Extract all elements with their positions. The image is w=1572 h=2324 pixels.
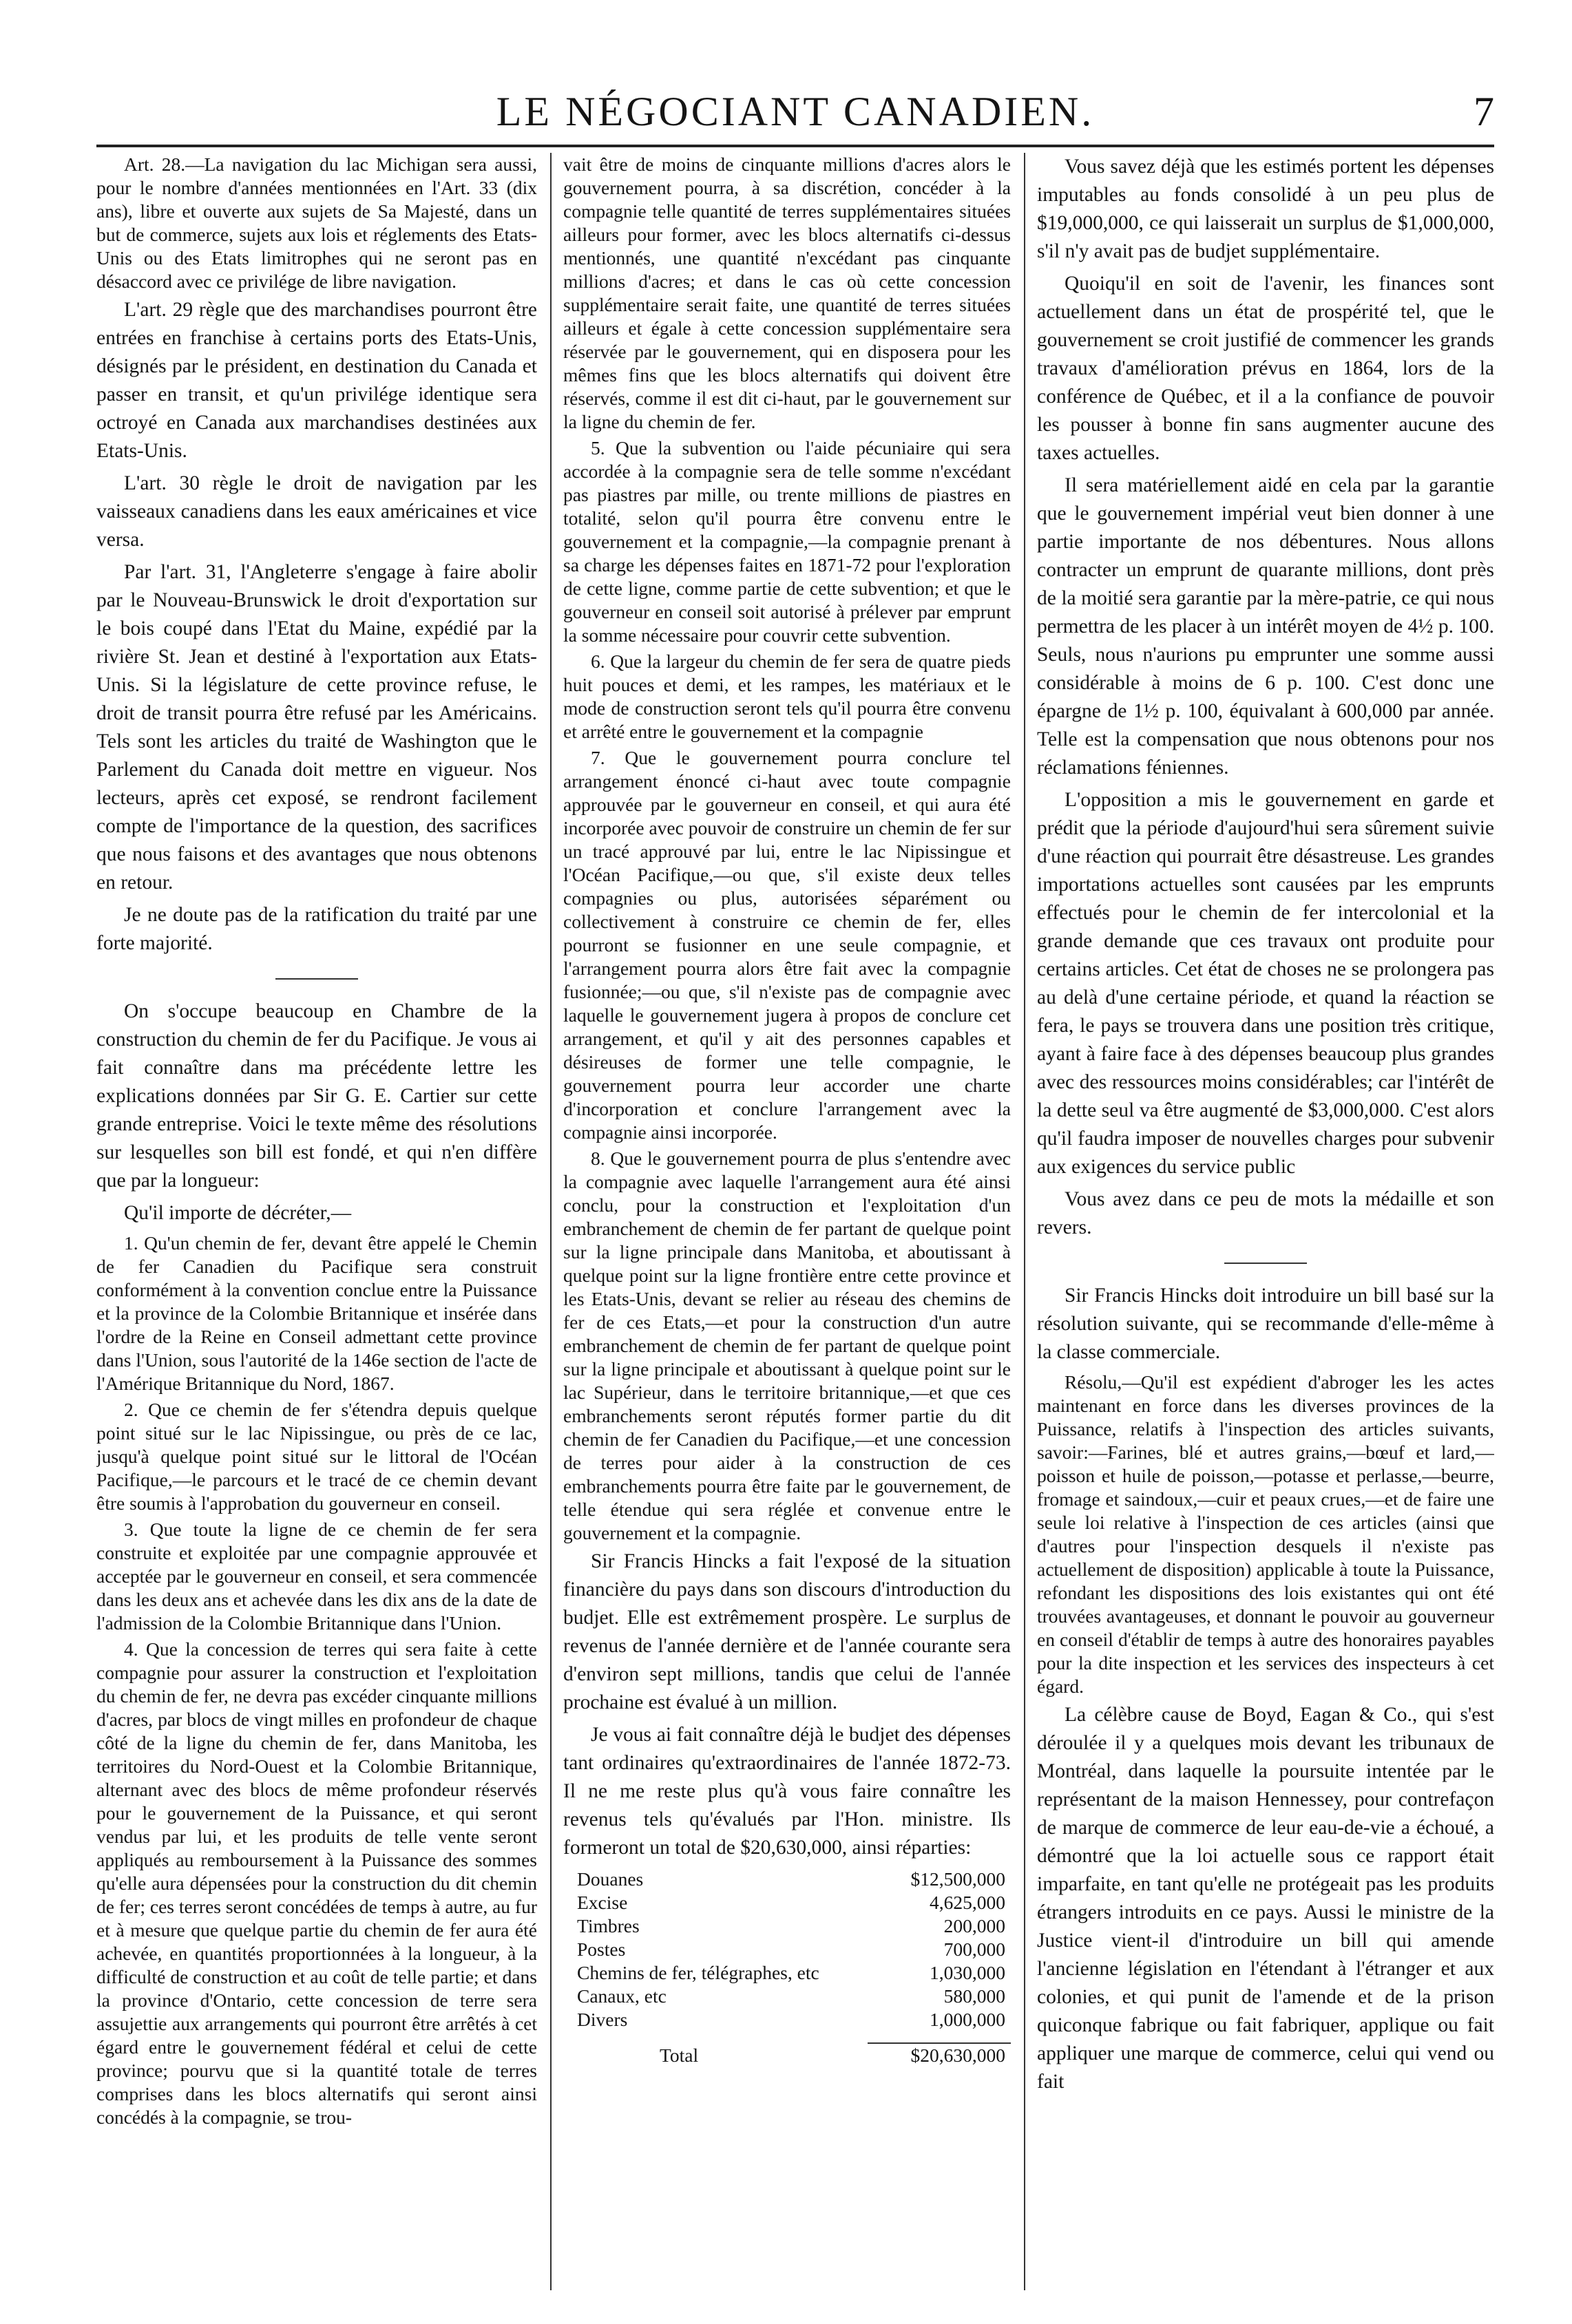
paragraph: 1. Qu'un chemin de fer, devant être appelé le Chemin de fer Canadien du Pacifique sera construit conformément à la convention conclue entre la Puissance et la province de la Colombie Britannique et insérée dans l'ordre de la Reine en Conseil admettant cette province dans l'Union, sous l'autorité de la 146e section de l'acte de l'Amérique Britannique du Nord, 1867. — [96, 1232, 537, 1394]
section-separator — [1224, 1263, 1307, 1264]
page-number: 7 — [1474, 89, 1494, 134]
column-divider — [550, 153, 552, 2290]
table-row — [563, 1891, 1011, 1914]
paragraph: On s'occupe beaucoup en Chambre de la construction du chemin de fer du Pacifique. Je vous ai fait connaître dans ma précédente lettre les explications données par Sir G. E. Cartier sur cette grande entreprise. Voici le texte même des résolutions sur lesquelles son bill est fondé, et qui n'en diffère que par la longueur: — [96, 1000, 537, 1192]
table-row — [563, 2008, 1011, 2031]
paragraph: 4. Que la concession de terres qui sera faite à cette compagnie pour assurer la construction et l'exploitation du chemin de fer, ne devra pas excéder cinquante millions d'acres, par blocs de vingt milles en profondeur de chaque côté de la ligne du chemin de fer, dans Manitoba, les territoires du Nord-Ouest et la Colombie Britannique, alternant avec des blocs de même profondeur réservés pour le gouvernement de la Puissance, et qui seront vendus par lui, et les produits de telle vente seront appliqués au remboursement à la Puissance des sommes qu'elle aura dépensées pour la construction du dit chemin de fer; ces terres seront concédées de temps à autre, au fur et à mesure que quelque partie du chemin de fer aura été achevée, en quantités proportionnées à la longueur, à la difficulté de construction et au coût de telle partie; et dans la province d'Ontario, cette concession de terre sera assujettie aux arrangements qui pourront être arrêtés à cet égard entre le gouvernement fédéral et celui de cette province; pourvu que si la quantité totale de terres comprises dans les blocs alternatifs qui seront ainsi concédés à la compagnie, se trou- — [96, 1638, 537, 2128]
section-separator — [275, 978, 358, 980]
table-total-row — [563, 2044, 1011, 2067]
table-value: 4,625,000 — [930, 1892, 1005, 1913]
paragraph: L'art. 30 règle le droit de navigation par les vaisseaux canadiens dans les eaux américaines et vice versa. — [96, 472, 537, 551]
total-label: Total — [660, 2045, 699, 2066]
column-right — [1037, 153, 1494, 2290]
table-row — [563, 1961, 1011, 1985]
paragraph: Je ne doute pas de la ratification du traité par une forte majorité. — [96, 904, 537, 954]
table-value: 580,000 — [943, 1985, 1005, 2007]
column-divider — [1024, 153, 1025, 2290]
paragraph: La célèbre cause de Boyd, Eagan & Co., qui s'est déroulée il y a quelques mois devant les tribunaux de Montréal, dans laquelle la poursuite intentée par le représentant de la maison Hennessey, pour contrefaçon de marque de commerce de leur eau-de-vie a échoué, a démontré que la loi actuelle sous ce rapport était imparfaite, en tant qu'elle ne protégeait pas les produits étrangers introduits en ce pays. Aussi le ministre de la Justice vient-il d'introduire un bill qui amende l'ancienne législation en l'étendant à l'étranger et aux colonies, et qui punit de l'amende et de la prison quiconque fabrique ou fait fabriquer, applique ou fait appliquer une marque de commerce, celui qui vend ou fait — [1037, 1704, 1494, 2093]
paragraph: Vous avez dans ce peu de mots la médaille et son revers. — [1037, 1188, 1494, 1238]
column-middle — [563, 153, 1011, 2290]
table-label: Douanes — [577, 1868, 644, 1890]
paragraph: Je vous ai fait connaître déjà le budjet des dépenses tant ordinaires qu'extraordinaires de l'année 1872-73. Il ne me reste plus qu'à vous faire connaître les revenus tels qu'évalués par l'Hon. ministre. Ils formeront un total de $20,630,000, ainsi réparties: — [563, 1724, 1011, 1859]
header-rule — [96, 145, 1494, 147]
masthead — [96, 88, 1494, 143]
table-value: 1,030,000 — [930, 1962, 1005, 1983]
column-left — [96, 153, 537, 2290]
paragraph: 3. Que toute la ligne de ce chemin de fer sera construite et exploitée par une compagnie approuvée et acceptée par le gouverneur en conseil, et sera commencée dans les deux ans et achevée dans les dix ans de la date de l'admission de la Colombie Britannique dans l'Union. — [96, 1519, 537, 1634]
table-label: Chemins de fer, télégraphes, etc — [577, 1962, 819, 1983]
table-row — [563, 1868, 1011, 1891]
table-label: Postes — [577, 1939, 626, 1960]
paragraph: 2. Que ce chemin de fer s'étendra depuis quelque point situé sur le lac Nipissingue, ou près de ce lac, jusqu'à quelque point situé sur le littoral de l'Océan Pacifique,—le parcours et le tracé de ce chemin devant être soumis à l'approbation du gouverneur en conseil. — [96, 1399, 537, 1514]
paragraph: Qu'il importe de décréter,— — [124, 1202, 352, 1224]
table-row — [563, 1914, 1011, 1938]
revenue-table — [563, 1868, 1011, 2067]
paragraph: 6. Que la largeur du chemin de fer sera de quatre pieds huit pouces et demi, et les rampes, les matériaux et le mode de construction seront tels qu'il pourra être convenu et arrêté entre le gouvernement et la compagnie — [563, 651, 1011, 742]
paragraph: 5. Que la subvention ou l'aide pécuniaire qui sera accordée à la compagnie sera de telle somme n'excédant pas piastres par mille, ou trente millions de piastres en totalité, selon qu'il pourra être convenu entre le gouvernement et la compagnie,—la compagnie prenant à sa charge les dépenses faites en 1871-72 pour l'exploration de cette ligne, comme partie de cette subvention; et que le gouverneur en conseil soit autorisé à prélever par emprunt la somme nécessaire pour couvrir cette subvention. — [563, 437, 1011, 646]
table-value: 1,000,000 — [930, 2009, 1005, 2030]
paragraph: Art. 28.—La navigation du lac Michigan sera aussi, pour le nombre d'années mentionnées en l'Art. 33 (dix ans), libre et ouverte aux sujets de Sa Majesté, dans un but de commerce, sujets aux lois et réglements des Etats-Unis ou des Etats limitrophes qui ne seront pas en désaccord avec ce privilége de libre navigation. — [96, 154, 537, 292]
table-label: Excise — [577, 1892, 628, 1913]
paragraph: Par l'art. 31, l'Angleterre s'engage à faire abolir par le Nouveau-Brunswick le droit d'exportation sur le bois coupé dans l'Etat du Maine, expédié par la rivière St. Jean et destiné à l'exportation aux Etats-Unis. Si la législature de cette province refuse, le droit de transit pourra être refusé par les Américains. Tels sont les articles du traité de Washington que le Parlement du Canada doit mettre en vigueur. Nos lecteurs, après cet exposé, se rendront facilement compte de l'importance de la question, des sacrifices que nous faisons et des avantages que nous obtenons en retour. — [96, 561, 537, 894]
paragraph: L'art. 29 règle que des marchandises pourront être entrées en franchise à certains ports des Etats-Unis, désignés par le président, en destination du Canada et passer en transit, et qu'un privilége identique sera octroyé en Canada aux marchandises destinées aux Etats-Unis. — [96, 299, 537, 462]
paragraph: Vous savez déjà que les estimés portent les dépenses imputables au fonds consolidé à un peu plus de $19,000,000, ce qui laisserait un surplus de $1,000,000, s'il n'y avait pas de budjet supplémentaire. — [1037, 156, 1494, 262]
table-row — [563, 1985, 1011, 2008]
paragraph: vait être de moins de cinquante millions d'acres alors le gouvernement pourra, à sa discrétion, concéder à la compagnie telle quantité de terres supplémentaires situées ailleurs pour former, avec les blocs alternatifs ci-dessus mentionnés, une quantité n'excédant pas cinquante millions d'acres; et dans le cas où cette concession supplémentaire serait faite, une quantité de terres situées ailleurs et égale à cette concession supplémentaire sera réservée par le gouvernement, qui en disposera pour les mêmes fins que les blocs alternatifs qui doivent être réservés, comme il est dit ci-haut, par le gouvernement sur la ligne du chemin de fer. — [563, 154, 1011, 432]
table-row — [563, 1938, 1011, 1961]
paragraph: L'opposition a mis le gouvernement en garde et prédit que la période d'aujourd'hui sera sûrement suivie d'une réaction qui pourrait être désastreuse. Les grandes importations actuelles sont causées par les emprunts effectués pour le chemin de fer intercolonial et la grande demande que ces travaux ont produite pour certains articles. Cet état de choses ne se prolongera pas au delà d'une certaine période, et quand la réaction se fera, le pays se trouvera dans une position très critique, ayant à faire face à des dépenses beaucoup plus grandes avec des ressources moins considérables; car l'intérêt de la dette seul va être augmenté de $3,000,000. C'est alors qu'il faudra imposer de nouvelles charges pour subvenir aux exigences du service public — [1037, 789, 1494, 1178]
table-label: Canaux, etc — [577, 1985, 667, 2007]
page-title: LE NÉGOCIANT CANADIEN. — [496, 89, 1095, 134]
table-label: Divers — [577, 2009, 628, 2030]
table-value: 200,000 — [943, 1915, 1005, 1936]
paragraph: Quoiqu'il en soit de l'avenir, les finances sont actuellement dans un état de prospérité tel, que le gouvernement se croit justifié de commencer les grands travaux d'amélioration prévus en 1864, lors de la conférence de Québec, et il a la confiance de pouvoir les pousser à bonne fin sans augmenter aucune des taxes actuelles. — [1037, 273, 1494, 464]
total-value: $20,630,000 — [910, 2045, 1005, 2066]
table-label: Timbres — [577, 1915, 640, 1936]
table-value: $12,500,000 — [910, 1868, 1005, 1890]
paragraph: 8. Que le gouvernement pourra de plus s'entendre avec la compagnie avec laquelle l'arrangement aura été ainsi conclu, pour la construction et l'exploitation d'un embranchement de chemin de fer partant de quelque point sur la ligne principale dans Manitoba, et aboutissant à quelque point sur la ligne frontière entre cette province et les Etats-Unis, devant se relier au réseau des chemins de fer de ces Etats,—et pour la construction d'un autre embranchement de chemin de fer partant de quelque point sur la ligne principale et aboutissant à quelque point sur le lac Supérieur, dans le territoire britannique,—et que ces embranchements seront réputés former partie du dit chemin de fer Canadien du Pacifique,—et une concession de terres pour aider à la construction de ces embranchements pourra être faite par le gouvernement, de telle étendue qui sera réglée et convenue entre le gouvernement et la compagnie. — [563, 1148, 1011, 1543]
paragraph: Sir Francis Hincks a fait l'exposé de la situation financière du pays dans son discours d'introduction du budjet. Elle est extrêmement prospère. Le surplus de revenus de l'année dernière et de l'année courante sera d'environ sept millions, tandis que celui de l'année prochaine est évalué à un million. — [563, 1550, 1011, 1713]
paragraph: Sir Francis Hincks doit introduire un bill basé sur la résolution suivante, qui se recommande d'elle-même à la classe commerciale. — [1037, 1285, 1494, 1363]
paragraph: Il sera matériellement aidé en cela par la garantie que le gouvernement impérial veut bien donner à une partie importante de nos débentures. Nous allons contracter un emprunt de quarante millions, dont près de la moitié sera garantie par la mère-patrie, ce qui nous permettra de les placer à un intérêt moyen de 4½ p. 100. Seuls, nous n'aurions pu emprunter une somme aussi considérable à moins de 6 p. 100. C'est donc une épargne de 1½ p. 100, équivalant à 600,000 par année. Telle est la compensation que nous obtenons pour nos réclamations féniennes. — [1037, 474, 1494, 779]
paragraph: 7. Que le gouvernement pourra conclure tel arrangement énoncé ci-haut avec toute compagnie approuvée par le gouverneur en conseil, et qui aura été incorporée avec pouvoir de construire un chemin de fer sur un tracé approuvé par lui, entre le lac Nipissingue et l'Océan Pacifique,—ou que, s'il existe deux telles compagnies ou plus, autorisées séparément ou collectivement à construire ce chemin de fer, elles pourront se fusionner en une seule compagnie, et l'arrangement pourra alors être fait avec la compagnie fusionnée;—ou que, s'il n'existe pas de compagnie avec laquelle le gouvernement jugera à propos de conclure cet arrangement, et qu'il y ait des personnes capables et désireuses de former une telle compagnie, le gouvernement pourra leur accorder une charte d'incorporation et conclure l'arrangement avec la compagnie ainsi incorporée. — [563, 747, 1011, 1143]
table-value: 700,000 — [943, 1939, 1005, 1960]
paragraph: Résolu,—Qu'il est expédient d'abroger les les actes maintenant en force dans les diverses provinces de la Puissance, relatifs à l'inspection des articles suivants, savoir:—Farines, blé et autres grains,—bœuf et lard,—poisson et huile de poisson,—potasse et perlasse,—beurre, fromage et saindoux,—cuir et peaux crues,—et de faire une seule loi relative à l'inspection de ces articles (ainsi que d'autres pour l'inspection desquels il n'existe pas actuellement de disposition) applicable à toute la Puissance, refondant les dispositions des lois existantes qui ont été trouvées avantageuses, et donnant le pouvoir au gouverneur en conseil d'établir de temps à autre des honoraires payables pour la dite inspection et les services des inspecteurs à cet égard. — [1037, 1371, 1494, 1697]
